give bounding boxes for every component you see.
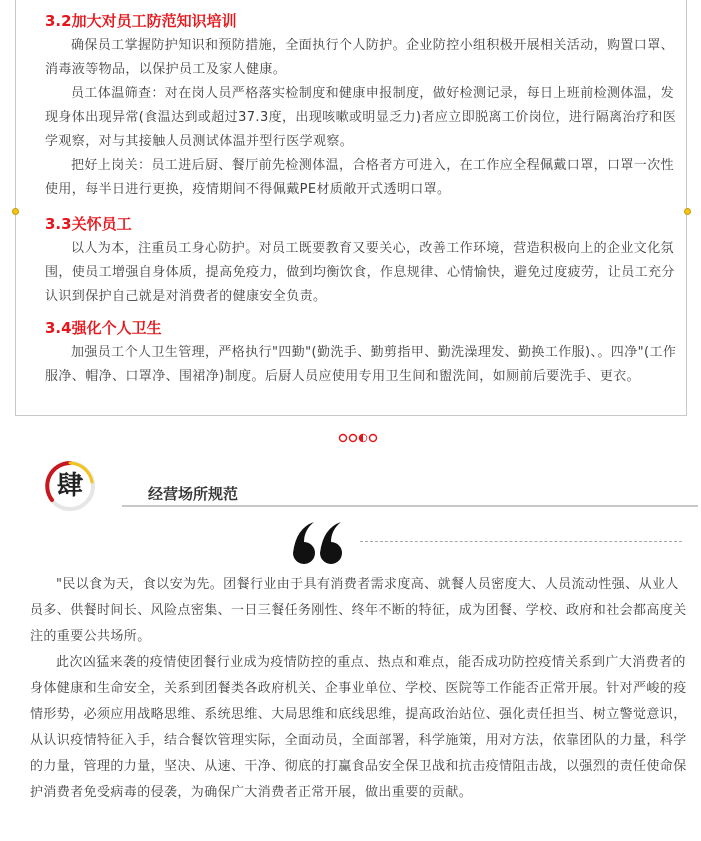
section-4-body: [30, 572, 690, 806]
divider-ornament: [338, 432, 382, 444]
frame-dot-right: [684, 208, 691, 215]
para-4-1: "民以食为天，食以安为先。团餐行业由于具有消费者需求度高、就餐人员密度大、人员流动性强、从业人员多、供餐时间长、风险点密集、一日三餐任务刚性、终年不断的特征，成为团餐、学校、政府和社会都高度关注的重要公共场所。: [30, 577, 687, 644]
dashed-divider: [360, 541, 682, 542]
frame-dot-left: [12, 208, 19, 215]
section-3-2: [45, 11, 685, 202]
para-3-3-1: 以人为本，注重员工身心防护。对员工既要教育又要关心，改善工作环境，营造积极向上的企业文化氛围，使员工增强自身体质，提高免疫力，做到均衡饮食，作息规律、心情愉快，避免过度疲劳，让员工充分认识到保护自己就是对消费者的健康安全负责。: [45, 241, 675, 304]
para-4-2: 此次凶猛来袭的疫情使团餐行业成为疫情防控的重点、热点和难点，能否成功防控疫情关系到广大消费者的身体健康和生命安全，关系到团餐类各政府机关、企事业单位、学校、医院等工作能否正常开展。针对严峻的疫情形势，必须应用战略思维、系统思维、大局思维和底线思维，提高政治站位、强化责任担当、树立警觉意识，从认识疫情特征入手，结合餐饮管理实际，全面动员，全面部署，科学施策，用对方法，依靠团队的力量，科学的力量，管理的力量，坚决、从速、干净、彻底的打赢食品安全保卫战和抗击疫情阻击战，以强烈的责任使命保护消费者免受病毒的侵袭，为确保广大消费者正常开展，做出重要的贡献。: [30, 655, 687, 800]
section-3-3: [45, 214, 685, 309]
para-3-2-1: 确保员工掌握防护知识和预防措施，全面执行个人防护。企业防控小组积极开展相关活动，购置口罩、消毒液等物品，以保护员工及家人健康。: [45, 38, 675, 77]
quote-mark-icon: [290, 520, 346, 566]
section-3-4: [45, 318, 685, 389]
heading-3-3: 3.3关怀员工: [45, 215, 132, 233]
emblem-character: 肆: [56, 471, 83, 501]
heading-3-4: 3.4强化个人卫生: [45, 319, 162, 337]
para-3-2-3: 把好上岗关：员工进后厨、餐厅前先检测体温，合格者方可进入，在工作应全程佩戴口罩，口罩一次性使用，每半日进行更换，疫情期间不得佩戴PE材质敞开式透明口罩。: [45, 158, 675, 197]
heading-3-2: 3.2加大对员工防范知识培训: [45, 12, 237, 30]
section-emblem: [42, 458, 98, 514]
para-3-2-2: 员工体温筛查：对在岗人员严格落实检制度和健康申报制度，做好检测记录，每日上班前检测体温，发现身体出现异常(食温达到或超过37.3度，出现咳嗽或明显乏力)者应立即脱离工价岗位，进行隔离治疗和医学观察，对与其接触人员测试体温并型行医学观察。: [45, 86, 677, 149]
section-title: 经营场所规范: [148, 485, 239, 503]
section-title-underline: [122, 505, 698, 507]
para-3-4-1: 加强员工个人卫生管理，严格执行"四勤"(勤洗手、勤剪指甲、勤洗澡理发、勤换工作服)、。四净"(工作服净、帽净、口罩净、围裙净)制度。后厨人员应使用专用卫生间和盥洗间，如厕前后要洗手、更衣。: [45, 345, 677, 384]
